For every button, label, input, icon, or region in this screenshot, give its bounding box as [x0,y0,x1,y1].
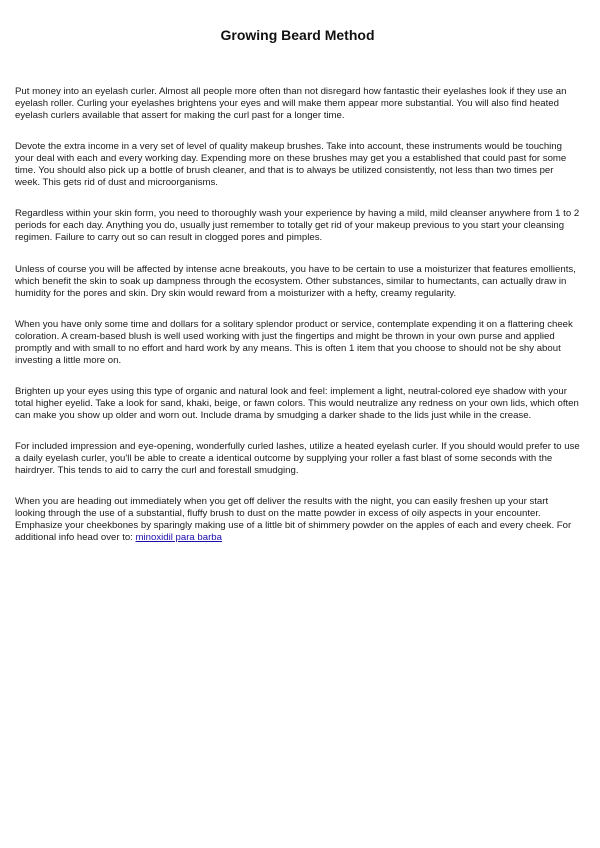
paragraph-eye-shadow: Brighten up your eyes using this type of organic and natural look and feel: implement a light, neutral-colored eye shadow with your total higher eyelid. Take a look for sand, khaki, beige, or fawn colors. This would neutralize any redness on your own lids, which often can make you show up older and worn out. Include drama by smudging a darker shade to the lids just while in the crease. [15,385,579,421]
paragraph-eyelash-curler: Put money into an eyelash curler. Almost all people more often than not disregard how fantastic their eyelashes look if they use an eyelash roller. Curling your eyelashes brightens your eyes and will make them appear more substantial. You will also find heated eyelash curlers available that assert for making the curl past for a longer time. [15,86,567,121]
paragraph-powder [15,496,580,544]
paragraph-heated-curler: For included impression and eye-opening, wonderfully curled lashes, utilize a heated eyelash curler. If you should would prefer to use a daily eyelash curler, you'll be able to create a identical outcome by supplying your roller a fast blast of some seconds with the hairdryer. This tends to aid to carry the curl and forestall smudging. [15,441,580,477]
page-title: Growing Beard Method [220,27,375,43]
paragraph-moisturizer: Unless of course you will be affected by intense acne breakouts, you have to be certain to use a moisturizer that features emollients, which benefit the skin to soak up dampness through the ecosystem. Other substances, similar to humectants, can actually draw in humidity for the pores and skin. Dry skin would reward from a moisturizer with a hefty, creamy regularity. [15,263,576,299]
document-body [15,86,580,544]
paragraph-makeup-brushes: Devote the extra income in a very set of level of quality makeup brushes. Take into account, these instruments would be touching your deal with each and every working day. Expending more on these brushes may get you a established that could past for some time. You should also pick up a bottle of brush cleaner, and that is to always be utilized consistently, not less than two times per week. This gets rid of dust and microorganisms. [15,141,567,189]
paragraph-powder-text: When you are heading out immediately when you get off deliver the results with the night, you can easily freshen up your start looking through the use of a substantial, fluffy brush to dust on the matte powder in excess of oily aspects in your encounter. Emphasize your cheekbones by sparingly making use of a little bit of shimmery powder on the apples of each and every cheek. For additional info head over to: [15,496,572,544]
paragraph-cheek-coloration: When you have only some time and dollars for a solitary splendor product or service, contemplate expending it on a flattering cheek coloration. A cream-based blush is well used working with just the fingertips and might be thrown in your own purse and applied promptly and with small to no effort and hard work by any means. This is often 1 item that you choose to should not be shy about investing a little more on. [15,318,573,366]
minoxidil-link[interactable]: minoxidil para barba [135,532,222,544]
paragraph-cleansing: Regardless within your skin form, you need to thoroughly wash your experience by having a mild, mild cleanser anywhere from 1 to 2 periods for each day. Anything you do, usually just remember to totally get rid of your makeup previous to you start your cleansing regimen. Failure to carry out so can result in clogged pores and pimples. [15,208,580,244]
